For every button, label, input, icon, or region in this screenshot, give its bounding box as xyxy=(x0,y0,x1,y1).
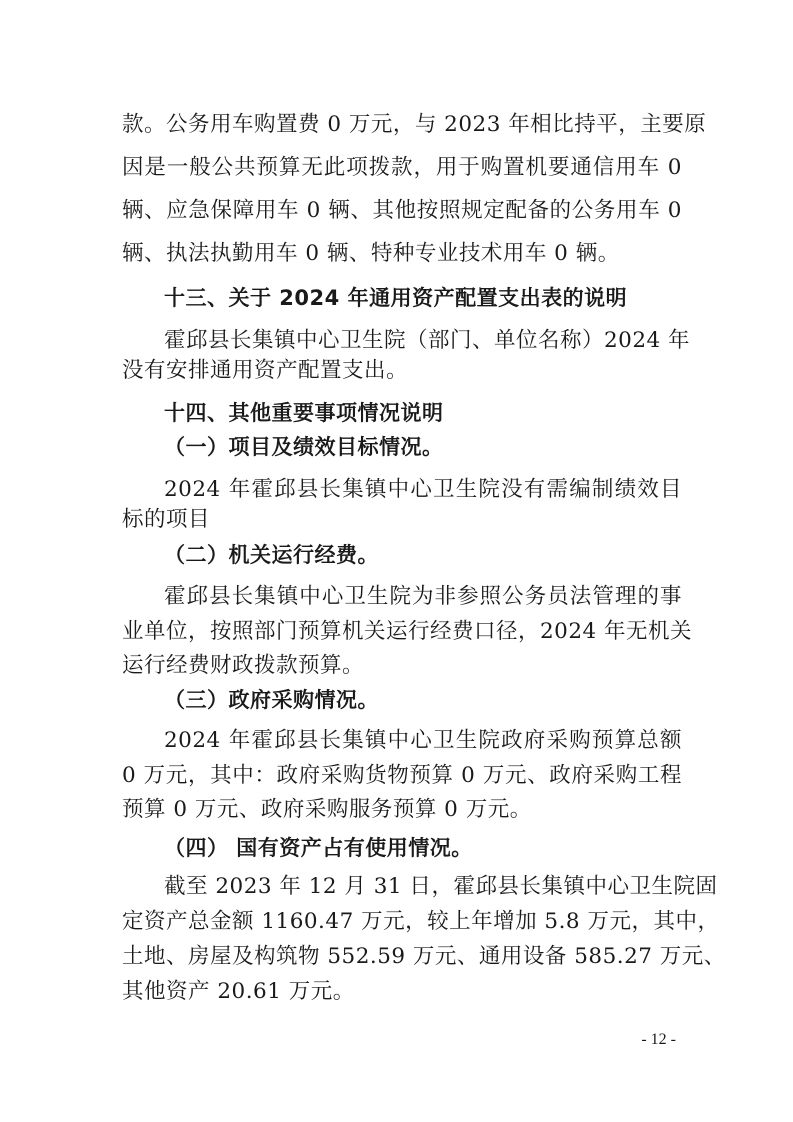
subsection-heading: （二）机关运行经费。 xyxy=(164,543,379,567)
paragraph-line: 霍邱县长集镇中心卫生院（部门、单位名称）2024 年 xyxy=(164,328,691,353)
paragraph-line: 款。公务用车购置费 0 万元，与 2023 年相比持平，主要原 xyxy=(122,112,707,137)
paragraph-line: 运行经费财政拨款预算。 xyxy=(122,653,365,678)
paragraph-line: 2024 年霍邱县长集镇中心卫生院政府采购预算总额 xyxy=(164,728,682,753)
paragraph-line: 业单位，按照部门预算机关运行经费口径，2024 年无机关 xyxy=(122,619,693,644)
section-heading: 十三、关于 2024 年通用资产配置支出表的说明 xyxy=(164,286,628,310)
paragraph-line: 其他资产 20.61 万元。 xyxy=(122,979,355,1004)
paragraph-line: 定资产总金额 1160.47 万元，较上年增加 5.8 万元，其中， xyxy=(122,909,720,934)
subsection-heading: （三）政府采购情况。 xyxy=(164,688,379,712)
subsection-heading: （四） 国有资产占有使用情况。 xyxy=(164,836,473,860)
paragraph-line: 辆、执法执勤用车 0 辆、特种专业技术用车 0 辆。 xyxy=(122,241,620,266)
paragraph-line: 标的项目 xyxy=(122,507,211,532)
paragraph-line: 2024 年霍邱县长集镇中心卫生院没有需编制绩效目 xyxy=(164,477,682,502)
paragraph-line: 没有安排通用资产配置支出。 xyxy=(122,358,409,383)
page-number: - 12 - xyxy=(641,1031,676,1048)
paragraph-line: 0 万元，其中：政府采购货物预算 0 万元、政府采购工程 xyxy=(122,763,682,788)
section-heading: 十四、其他重要事项情况说明 xyxy=(164,401,444,425)
paragraph-line: 截至 2023 年 12 月 31 日，霍邱县长集镇中心卫生院固 xyxy=(164,874,718,899)
paragraph-line: 霍邱县长集镇中心卫生院为非参照公务员法管理的事 xyxy=(164,584,682,609)
paragraph-line: 预算 0 万元、政府采购服务预算 0 万元。 xyxy=(122,797,532,822)
paragraph-line: 土地、房屋及构筑物 552.59 万元、通用设备 585.27 万元、 xyxy=(122,944,726,969)
paragraph-line: 因是一般公共预算无此项拨款，用于购置机要通信用车 0 xyxy=(122,155,682,180)
subsection-heading: （一）项目及绩效目标情况。 xyxy=(164,435,444,459)
paragraph-line: 辆、应急保障用车 0 辆、其他按照规定配备的公务用车 0 xyxy=(122,198,682,223)
